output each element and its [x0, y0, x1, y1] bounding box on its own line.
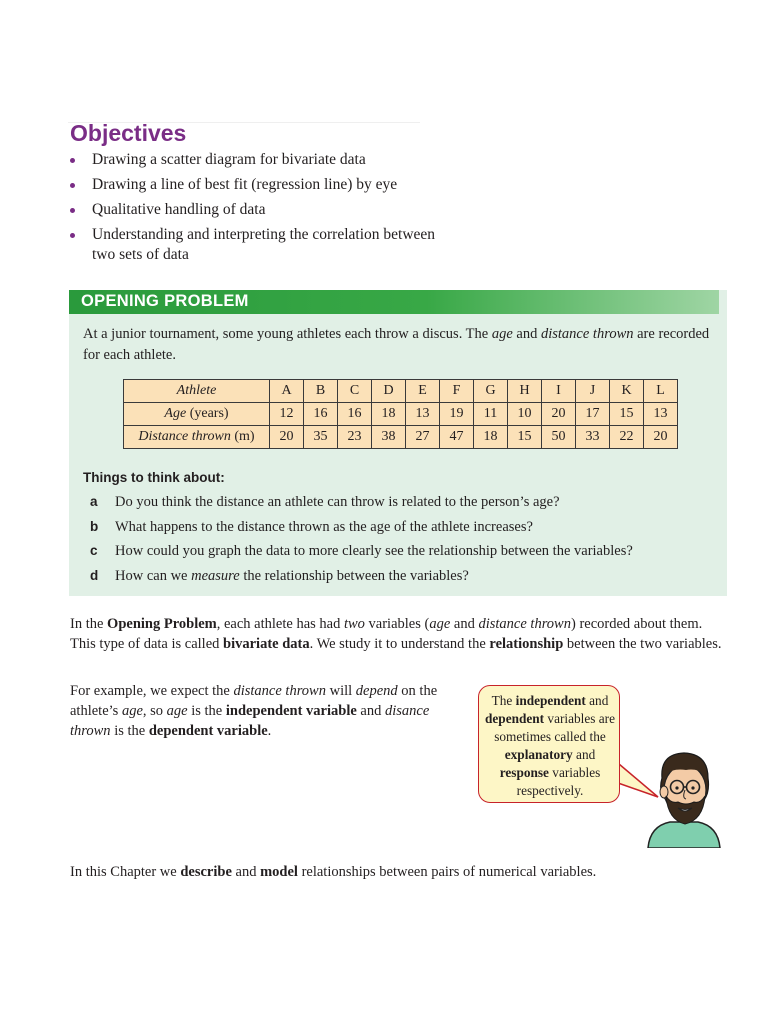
- things-to-think-list: [83, 490, 713, 588]
- bivariate-paragraph: In the Opening Problem, each athlete has had two variables (age and distance thrown) recorded about them. This type of data is called bivariate data. We study it to understand the relationship between the two variables.: [70, 616, 722, 652]
- table-cell: J: [576, 380, 610, 403]
- table-cell: 20: [644, 426, 678, 449]
- table-cell: 20: [270, 426, 304, 449]
- table-cell: 15: [610, 403, 644, 426]
- objectives-title: Objectives: [70, 120, 187, 146]
- bearded-teacher-icon: [646, 748, 722, 848]
- table-cell: 18: [372, 403, 406, 426]
- table-cell: A: [270, 380, 304, 403]
- table-header-age: Age (years): [124, 403, 270, 426]
- question-letter: d: [90, 567, 99, 583]
- table-header-athlete: Athlete: [124, 380, 270, 403]
- athlete-data-table: [123, 379, 678, 449]
- table-cell: 10: [508, 403, 542, 426]
- table-cell: 18: [474, 426, 508, 449]
- question-text: Do you think the distance an athlete can throw is related to the person’s age?: [115, 494, 560, 510]
- table-cell: 17: [576, 403, 610, 426]
- table-cell: 38: [372, 426, 406, 449]
- chapter-paragraph: In this Chapter we describe and model relationships between pairs of numerical variables.: [70, 864, 597, 880]
- objective-item: Drawing a scatter diagram for bivariate data: [68, 150, 448, 170]
- table-cell: 12: [270, 403, 304, 426]
- question-item: [83, 515, 713, 540]
- opening-problem-box: [69, 290, 727, 596]
- table-row-age: [124, 403, 678, 426]
- table-cell: 13: [644, 403, 678, 426]
- table-row-athlete: [124, 380, 678, 403]
- table-cell: 15: [508, 426, 542, 449]
- things-to-think-title: Things to think about:: [83, 470, 225, 485]
- table-cell: E: [406, 380, 440, 403]
- table-cell: C: [338, 380, 372, 403]
- table-cell: 11: [474, 403, 508, 426]
- table-cell: 50: [542, 426, 576, 449]
- opening-problem-header: [69, 290, 719, 314]
- table-cell: F: [440, 380, 474, 403]
- table-cell: 19: [440, 403, 474, 426]
- question-item: [83, 539, 713, 564]
- opening-problem-title: OPENING PROBLEM: [81, 292, 249, 310]
- table-cell: 13: [406, 403, 440, 426]
- question-text: How can we measure the relationship between the variables?: [115, 567, 469, 584]
- speech-bubble: [478, 685, 620, 803]
- objectives-list: [68, 150, 448, 270]
- objective-item: Understanding and interpreting the correlation between two sets of data: [68, 225, 448, 265]
- question-letter: b: [90, 518, 99, 534]
- table-cell: G: [474, 380, 508, 403]
- question-item: [83, 564, 713, 589]
- table-cell: K: [610, 380, 644, 403]
- table-cell: 47: [440, 426, 474, 449]
- table-cell: L: [644, 380, 678, 403]
- table-cell: H: [508, 380, 542, 403]
- table-cell: 16: [304, 403, 338, 426]
- question-item: [83, 490, 713, 515]
- table-cell: 22: [610, 426, 644, 449]
- objective-item: Qualitative handling of data: [68, 200, 448, 220]
- question-letter: c: [90, 543, 98, 558]
- opening-problem-intro: At a junior tournament, some young athletes each throw a discus. The age and distance thrown are recorded for each athlete.: [83, 326, 710, 363]
- table-cell: 33: [576, 426, 610, 449]
- example-paragraph: For example, we expect the distance thrown will depend on the athlete’s age, so age is the independent variable and disance thrown is the dependent variable.: [70, 683, 438, 739]
- question-letter: a: [90, 494, 98, 509]
- table-cell: 16: [338, 403, 372, 426]
- table-cell: 27: [406, 426, 440, 449]
- objective-item: Drawing a line of best fit (regression line) by eye: [68, 175, 448, 195]
- table-cell: D: [372, 380, 406, 403]
- table-header-distance: Distance thrown (m): [124, 426, 270, 449]
- question-text: How could you graph the data to more clearly see the relationship between the variables?: [115, 543, 633, 559]
- question-text: What happens to the distance thrown as the age of the athlete increases?: [115, 518, 533, 535]
- table-cell: I: [542, 380, 576, 403]
- speech-bubble-text: The independent and dependent variables are sometimes called the explanatory and response variables respectively.: [485, 693, 615, 798]
- table-row-distance: [124, 426, 678, 449]
- table-cell: 23: [338, 426, 372, 449]
- table-cell: B: [304, 380, 338, 403]
- table-cell: 35: [304, 426, 338, 449]
- table-cell: 20: [542, 403, 576, 426]
